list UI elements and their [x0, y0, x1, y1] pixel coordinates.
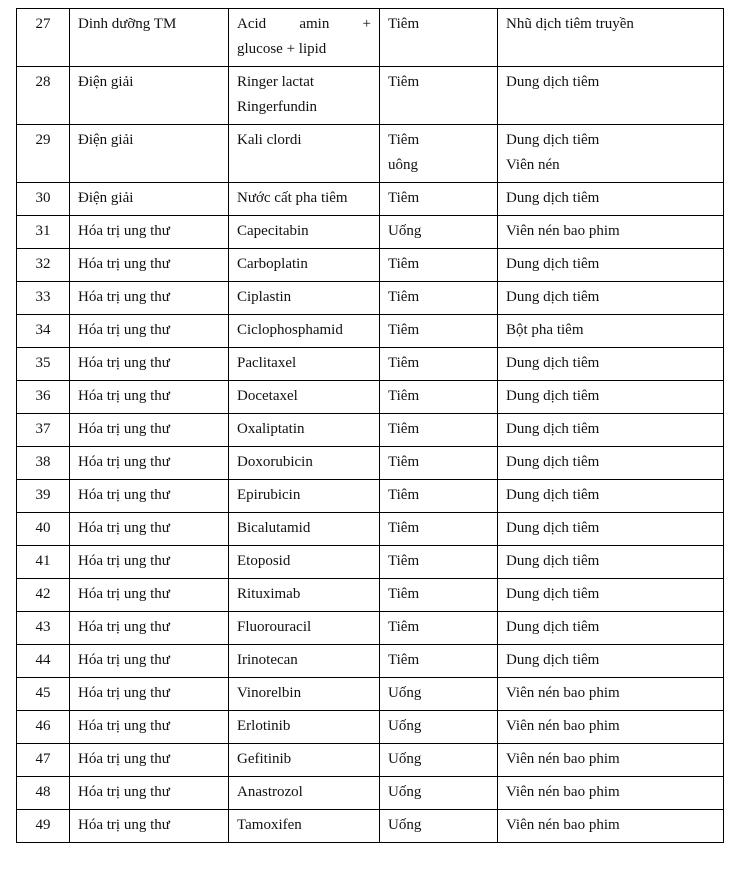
table-row	[17, 9, 724, 67]
route-cell	[380, 546, 498, 579]
drug-name-line: Rituximab	[237, 586, 301, 602]
route-cell	[380, 381, 498, 414]
row-number-cell	[17, 711, 70, 744]
row-number: 48	[35, 784, 51, 800]
drug-name-word: amin	[299, 16, 330, 32]
drug-name-cell	[229, 711, 380, 744]
drug-name-cell	[229, 414, 380, 447]
table-row	[17, 447, 724, 480]
drug-name-cell	[229, 447, 380, 480]
drug-group: Dinh dưỡng TM	[78, 16, 177, 32]
dosage-form-line: Viên nén	[506, 157, 560, 173]
table-row	[17, 414, 724, 447]
drug-group: Hóa trị ung thư	[78, 718, 170, 734]
dosage-form-line: Dung dịch tiêm	[506, 74, 600, 90]
row-number: 37	[35, 421, 51, 437]
drug-name-cell	[229, 546, 380, 579]
drug-name-cell	[229, 282, 380, 315]
drug-name-word: +	[362, 16, 371, 32]
route-line: Tiêm	[388, 190, 420, 206]
route-line: Tiêm	[388, 652, 420, 668]
drug-name-line: Etoposid	[237, 553, 291, 569]
dosage-form-line: Dung dịch tiêm	[506, 652, 600, 668]
drug-name-cell	[229, 249, 380, 282]
row-number-cell	[17, 414, 70, 447]
route-line: Tiêm	[388, 16, 420, 32]
dosage-form-line: Viên nén bao phim	[506, 817, 620, 833]
drug-group-cell	[70, 579, 229, 612]
route-line: Tiêm	[388, 553, 420, 569]
drug-name-line: Tamoxifen	[237, 817, 302, 833]
dosage-form-cell	[498, 645, 724, 678]
route-line: Tiêm	[388, 520, 420, 536]
drug-name-cell	[229, 513, 380, 546]
table-row	[17, 216, 724, 249]
dosage-form-line: Dung dịch tiêm	[506, 454, 600, 470]
dosage-form-line: Dung dịch tiêm	[506, 520, 600, 536]
route-line: Tiêm	[388, 454, 420, 470]
drug-name-line: Fluorouracil	[237, 619, 312, 635]
drug-group: Hóa trị ung thư	[78, 388, 170, 404]
drug-name-line: Docetaxel	[237, 388, 298, 404]
drug-name-cell	[229, 744, 380, 777]
route-cell	[380, 9, 498, 67]
drug-group-cell	[70, 249, 229, 282]
drug-name-line: Ciplastin	[237, 289, 292, 305]
table-row	[17, 744, 724, 777]
drug-group: Hóa trị ung thư	[78, 322, 170, 338]
row-number-cell	[17, 678, 70, 711]
table-row	[17, 381, 724, 414]
drug-group-cell	[70, 480, 229, 513]
drug-group-cell	[70, 67, 229, 125]
dosage-form-cell	[498, 414, 724, 447]
route-line: Uống	[388, 223, 422, 239]
drug-group: Hóa trị ung thư	[78, 619, 170, 635]
drug-name-cell	[229, 183, 380, 216]
row-number-cell	[17, 282, 70, 315]
route-line: Uống	[388, 817, 422, 833]
drug-name-cell	[229, 9, 380, 67]
drug-name-cell	[229, 612, 380, 645]
route-line: Tiêm	[388, 74, 420, 90]
row-number-cell	[17, 777, 70, 810]
route-line: Uống	[388, 784, 422, 800]
drug-group: Hóa trị ung thư	[78, 553, 170, 569]
drug-name-cell	[229, 579, 380, 612]
table-row	[17, 315, 724, 348]
drug-name-line: Bicalutamid	[237, 520, 311, 536]
dosage-form-line: Dung dịch tiêm	[506, 553, 600, 569]
row-number: 27	[35, 16, 51, 32]
dosage-form-line: Dung dịch tiêm	[506, 289, 600, 305]
drug-group-cell	[70, 777, 229, 810]
drug-name-line: Paclitaxel	[237, 355, 297, 371]
table-row	[17, 480, 724, 513]
row-number: 32	[35, 256, 51, 272]
table-row	[17, 711, 724, 744]
row-number-cell	[17, 744, 70, 777]
dosage-form-cell	[498, 744, 724, 777]
drug-group: Hóa trị ung thư	[78, 685, 170, 701]
drug-name-cell	[229, 216, 380, 249]
drug-group: Điện giải	[78, 132, 134, 148]
dosage-form-cell	[498, 315, 724, 348]
row-number: 46	[35, 718, 51, 734]
drug-group-cell	[70, 348, 229, 381]
route-cell	[380, 645, 498, 678]
table-row	[17, 645, 724, 678]
row-number: 47	[35, 751, 51, 767]
route-line: Tiêm	[388, 355, 420, 371]
row-number: 39	[35, 487, 51, 503]
dosage-form-line: Bột pha tiêm	[506, 322, 584, 338]
dosage-form-line: Viên nén bao phim	[506, 718, 620, 734]
drug-name-line: Gefitinib	[237, 751, 292, 767]
route-cell	[380, 612, 498, 645]
dosage-form-cell	[498, 249, 724, 282]
drug-group-cell	[70, 125, 229, 183]
dosage-form-cell	[498, 546, 724, 579]
drug-name-line: Irinotecan	[237, 652, 298, 668]
drug-name-line: Anastrozol	[237, 784, 303, 800]
row-number: 33	[35, 289, 51, 305]
dosage-form-cell	[498, 810, 724, 843]
row-number-cell	[17, 447, 70, 480]
row-number-cell	[17, 579, 70, 612]
dosage-form-line: Dung dịch tiêm	[506, 619, 600, 635]
route-cell	[380, 125, 498, 183]
table-row	[17, 579, 724, 612]
drug-group: Hóa trị ung thư	[78, 586, 170, 602]
drug-group-cell	[70, 546, 229, 579]
row-number-cell	[17, 546, 70, 579]
row-number-cell	[17, 513, 70, 546]
route-line: Tiêm	[388, 487, 420, 503]
route-line: Uống	[388, 718, 422, 734]
dosage-form-line: Viên nén bao phim	[506, 751, 620, 767]
table-row	[17, 777, 724, 810]
dosage-form-cell	[498, 381, 724, 414]
dosage-form-cell	[498, 282, 724, 315]
row-number-cell	[17, 183, 70, 216]
route-line: Tiêm	[388, 256, 420, 272]
drug-group-cell	[70, 216, 229, 249]
row-number-cell	[17, 9, 70, 67]
route-line: Tiêm	[388, 586, 420, 602]
route-line: Uống	[388, 751, 422, 767]
row-number-cell	[17, 348, 70, 381]
drug-name-line: Ringer lactat	[237, 74, 315, 90]
drug-name-word: Acid	[237, 16, 267, 32]
drug-group-cell	[70, 447, 229, 480]
drug-group: Hóa trị ung thư	[78, 421, 170, 437]
dosage-form-cell	[498, 447, 724, 480]
drug-group-cell	[70, 678, 229, 711]
route-cell	[380, 579, 498, 612]
drug-group: Hóa trị ung thư	[78, 817, 170, 833]
route-cell	[380, 216, 498, 249]
drug-group: Hóa trị ung thư	[78, 256, 170, 272]
dosage-form-line: Dung dịch tiêm	[506, 132, 600, 148]
drug-name-line: Ciclophosphamid	[237, 322, 343, 338]
drug-name-line: Ringerfundin	[237, 99, 317, 115]
row-number: 31	[35, 223, 51, 239]
dosage-form-line: Dung dịch tiêm	[506, 355, 600, 371]
drug-group: Hóa trị ung thư	[78, 784, 170, 800]
row-number-cell	[17, 315, 70, 348]
dosage-form-line: Dung dịch tiêm	[506, 421, 600, 437]
route-line: Uống	[388, 685, 422, 701]
row-number: 42	[35, 586, 51, 602]
dosage-form-cell	[498, 9, 724, 67]
route-cell	[380, 414, 498, 447]
route-line: Tiêm	[388, 619, 420, 635]
dosage-form-cell	[498, 678, 724, 711]
route-cell	[380, 711, 498, 744]
row-number: 34	[35, 322, 51, 338]
table-row	[17, 546, 724, 579]
drug-name-line: Erlotinib	[237, 718, 291, 734]
route-cell	[380, 480, 498, 513]
drug-name-cell	[229, 480, 380, 513]
drug-name-cell	[229, 67, 380, 125]
route-cell	[380, 348, 498, 381]
drug-group: Hóa trị ung thư	[78, 223, 170, 239]
dosage-form-cell	[498, 183, 724, 216]
row-number-cell	[17, 645, 70, 678]
route-cell	[380, 282, 498, 315]
row-number-cell	[17, 125, 70, 183]
route-cell	[380, 678, 498, 711]
dosage-form-cell	[498, 67, 724, 125]
dosage-form-cell	[498, 125, 724, 183]
row-number: 41	[35, 553, 51, 569]
drug-group-cell	[70, 612, 229, 645]
route-line: Tiêm	[388, 322, 420, 338]
dosage-form-line: Viên nén bao phim	[506, 685, 620, 701]
table-row	[17, 678, 724, 711]
table-row	[17, 513, 724, 546]
route-line: Tiêm	[388, 289, 420, 305]
drug-name-cell	[229, 678, 380, 711]
dosage-form-cell	[498, 579, 724, 612]
drug-group-cell	[70, 711, 229, 744]
drug-group: Hóa trị ung thư	[78, 520, 170, 536]
drug-list-table	[16, 8, 724, 843]
drug-name-line: Oxaliptatin	[237, 421, 305, 437]
row-number-cell	[17, 612, 70, 645]
drug-group-cell	[70, 9, 229, 67]
route-cell	[380, 315, 498, 348]
drug-group: Hóa trị ung thư	[78, 751, 170, 767]
drug-name-cell	[229, 381, 380, 414]
dosage-form-line: Dung dịch tiêm	[506, 256, 600, 272]
drug-name-line: Capecitabin	[237, 223, 309, 239]
drug-name-line: Vinorelbin	[237, 685, 302, 701]
drug-name-cell	[229, 315, 380, 348]
row-number: 43	[35, 619, 51, 635]
table-row	[17, 249, 724, 282]
drug-name-line: Epirubicin	[237, 487, 301, 503]
row-number-cell	[17, 249, 70, 282]
drug-group-cell	[70, 810, 229, 843]
row-number: 29	[35, 132, 51, 148]
drug-name-justified-line	[237, 12, 371, 37]
drug-group: Điện giải	[78, 74, 134, 90]
dosage-form-cell	[498, 711, 724, 744]
drug-group: Hóa trị ung thư	[78, 652, 170, 668]
row-number: 28	[35, 74, 51, 90]
table-row	[17, 612, 724, 645]
row-number: 38	[35, 454, 51, 470]
drug-name-line: Carboplatin	[237, 256, 308, 272]
table-row	[17, 282, 724, 315]
drug-group-cell	[70, 513, 229, 546]
row-number-cell	[17, 480, 70, 513]
drug-name-cell	[229, 810, 380, 843]
row-number-cell	[17, 216, 70, 249]
route-cell	[380, 810, 498, 843]
row-number: 45	[35, 685, 51, 701]
drug-name-line: Doxorubicin	[237, 454, 313, 470]
dosage-form-line: Dung dịch tiêm	[506, 586, 600, 602]
route-line: uông	[388, 157, 418, 173]
dosage-form-line: Dung dịch tiêm	[506, 190, 600, 206]
drug-group: Điện giải	[78, 190, 134, 206]
table-row	[17, 348, 724, 381]
drug-name-cell	[229, 645, 380, 678]
table-body	[17, 9, 724, 843]
row-number-cell	[17, 381, 70, 414]
drug-group-cell	[70, 282, 229, 315]
row-number: 30	[35, 190, 51, 206]
drug-name-line: glucose + lipid	[237, 41, 327, 57]
drug-group: Hóa trị ung thư	[78, 487, 170, 503]
row-number-cell	[17, 67, 70, 125]
row-number: 36	[35, 388, 51, 404]
dosage-form-cell	[498, 777, 724, 810]
route-line: Tiêm	[388, 421, 420, 437]
dosage-form-cell	[498, 480, 724, 513]
table-row	[17, 810, 724, 843]
drug-group-cell	[70, 414, 229, 447]
drug-group-cell	[70, 315, 229, 348]
route-cell	[380, 249, 498, 282]
drug-name-cell	[229, 348, 380, 381]
drug-group-cell	[70, 183, 229, 216]
drug-group-cell	[70, 645, 229, 678]
route-cell	[380, 744, 498, 777]
dosage-form-cell	[498, 348, 724, 381]
route-line: Tiêm	[388, 132, 420, 148]
route-cell	[380, 777, 498, 810]
row-number: 49	[35, 817, 51, 833]
dosage-form-line: Viên nén bao phim	[506, 223, 620, 239]
drug-group: Hóa trị ung thư	[78, 355, 170, 371]
drug-group-cell	[70, 744, 229, 777]
route-cell	[380, 513, 498, 546]
dosage-form-cell	[498, 513, 724, 546]
row-number-cell	[17, 810, 70, 843]
table-row	[17, 125, 724, 183]
dosage-form-cell	[498, 612, 724, 645]
row-number: 40	[35, 520, 51, 536]
route-line: Tiêm	[388, 388, 420, 404]
drug-name-line: Nước cất pha tiêm	[237, 190, 348, 206]
route-cell	[380, 183, 498, 216]
drug-name-line: Kali clordi	[237, 132, 302, 148]
drug-group: Hóa trị ung thư	[78, 289, 170, 305]
route-cell	[380, 447, 498, 480]
table-row	[17, 183, 724, 216]
table-row	[17, 67, 724, 125]
drug-group: Hóa trị ung thư	[78, 454, 170, 470]
drug-name-cell	[229, 125, 380, 183]
route-cell	[380, 67, 498, 125]
row-number: 44	[35, 652, 51, 668]
dosage-form-line: Dung dịch tiêm	[506, 388, 600, 404]
dosage-form-cell	[498, 216, 724, 249]
drug-name-cell	[229, 777, 380, 810]
row-number: 35	[35, 355, 51, 371]
dosage-form-line: Viên nén bao phim	[506, 784, 620, 800]
drug-group-cell	[70, 381, 229, 414]
dosage-form-line: Dung dịch tiêm	[506, 487, 600, 503]
dosage-form-line: Nhũ dịch tiêm truyền	[506, 16, 634, 32]
